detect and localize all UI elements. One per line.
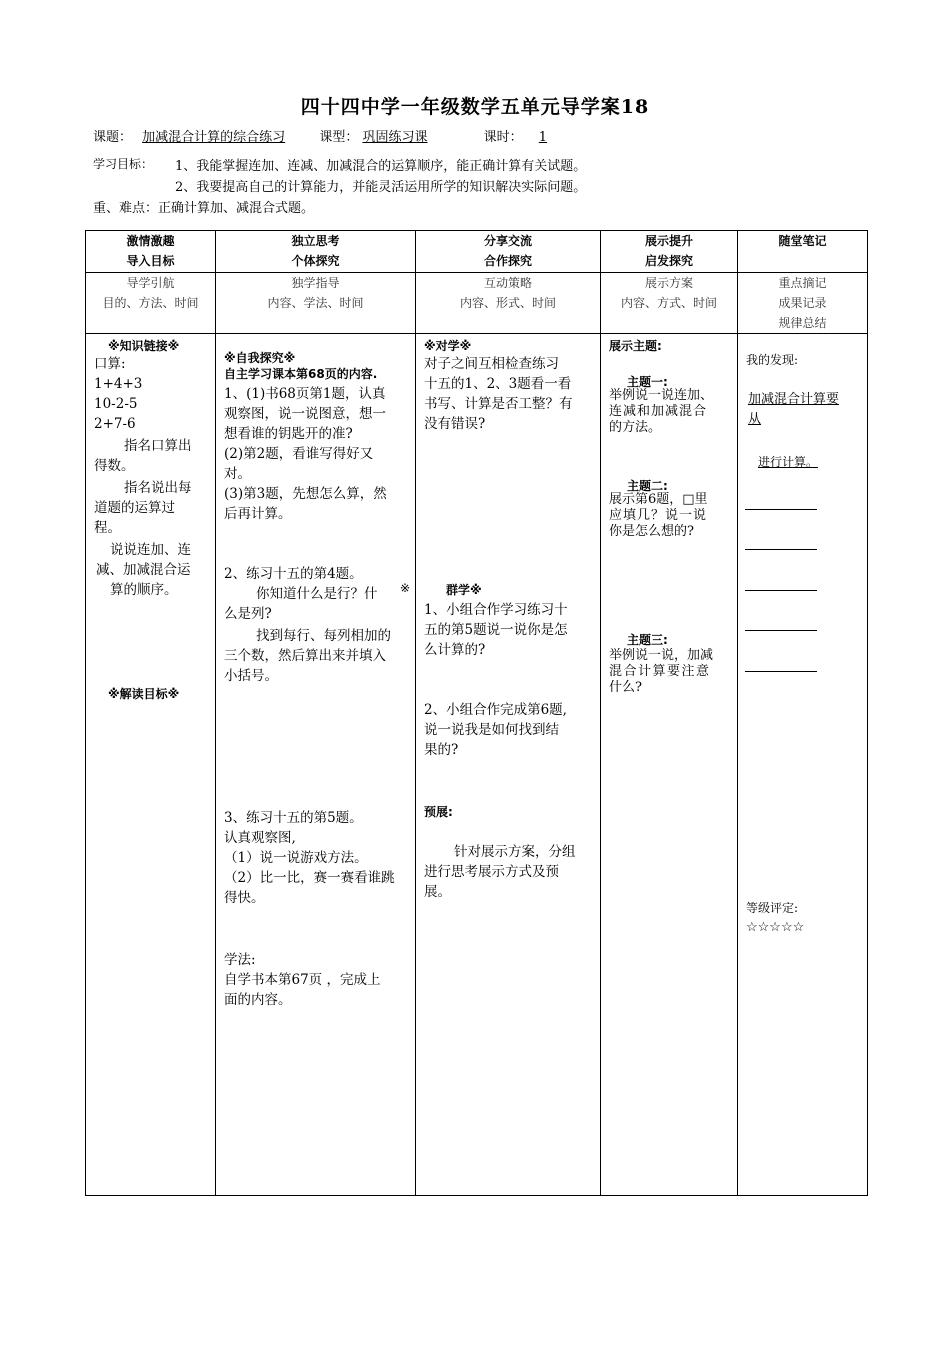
col4-cell: 展示主题: 主题一: 举例说一说连加、 连减和加减混合 的方法。 主题二: 展示第6题，□里 应填几？说一说 你是怎么想的? 主题三: 举例说一说，加减 混合计算要注意 什么? [601,334,738,1196]
lesson-meta [93,126,559,145]
header-cell-5: 随堂笔记 [738,231,868,273]
note-line-3: 进行计算。 [758,455,819,469]
topic-value: 加减混合计算的综合练习 [142,130,286,145]
header-cell-2: 独立思考 个体探究 [216,231,416,273]
type-label: 课型： [319,130,359,145]
period-value: 1 [538,130,548,145]
lesson-table [85,230,868,1196]
theme-three-heading: 主题三: [627,633,668,647]
blank-line-2 [745,549,817,550]
subheader-cell-2: 独学指导 内容、学法、时间 [216,273,416,334]
header-cell-1: 激情激趣 导入目标 [86,231,216,273]
goal-1: 1、我能掌握连加、连减、加减混合的运算顺序，能正确计算有关试题。 [175,159,587,174]
grade-stars: ☆☆☆☆☆ [746,920,805,935]
knowledge-heading: ※知识链接※ [108,339,180,353]
blank-line-3 [745,590,817,591]
period-label: 课时： [483,130,523,145]
type-value: 巩固练习课 [362,130,428,145]
blank-line-1 [745,509,817,510]
reference-mark: ※ [400,581,411,595]
col2-cell: ※自我探究※ 自主学习课本第68页的内容. 1、(1)书68页第1题，认真 观察图，说一说图意，想一 想看谁的钥匙开的准? (2)第2题，看谁写得好又 对。 (3)第3题，先想怎么算，然 后再计算。 2、练习十五的第4题。 你知道什么是行？什 么是列? 找到每行、每列相加的 三个数，然后算出来并填入 小括号。 3、练习十五的第5题。 认真观察图, （1）说一说游戏方法。 （2）比一比，赛一赛看谁跳 得快。 学法: 自学书本第67页 ，完成上 面的内容。 [216,334,416,1196]
note-line-1: 加减混合计算要 [748,392,840,407]
theme-one-heading: 主题一: [627,375,668,389]
col5-cell [738,334,868,1196]
subheader-cell-4: 展示方案 内容、方式、时间 [601,273,738,334]
subheader-cell-1: 导学引航 目的、方法、时间 [86,273,216,334]
header-cell-3: 分享交流 合作探究 [416,231,601,273]
group-study-heading: 群学※ [446,583,482,597]
blank-line-5 [745,671,817,672]
note-line-2: 从 [748,412,762,427]
theme-two-heading: 主题二: [627,479,668,493]
subheader-cell-3: 互动策略 内容、形式、时间 [416,273,601,334]
goal-heading: ※解读目标※ [108,687,180,701]
goal-2: 2、我要提高自己的计算能力，并能灵活运用所学的知识解决实际问题。 [175,180,587,195]
grade-label: 等级评定: [746,901,799,915]
key-points: 重、难点：正确计算加、减混合式题。 [93,201,315,216]
subheader-cell-5: 重点摘记 成果记录 规律总结 [738,273,868,334]
topic-label: 课题： [93,130,133,145]
page-title: 四十四中学一年级数学五单元导学案18 [300,96,650,118]
col3-cell: ※ ※对学※ 对子之间互相检查练习 十五的1、2、3题看一看 书写、计算是否工整？有 没有错误? 群学※ 1、小组合作学习练习十 五的第5题说一说你是怎 么计算的? 2、小组合作完成第6题, 说一说我是如何找到结 果的? 预展: 针对展示方案，分组 进行思考展示方式及预 展。 [416,334,601,1196]
col1-cell: ※知识链接※ 口算: 1+4+3 10-2-5 2+7-6 指名口算出 得数。 指名说出每 道题的运算过 程。 说说连加、连 减、加减混合运 算的顺序。 ※解读目标※ [86,334,216,1196]
discovery-label: 我的发现: [746,353,799,367]
goals-label: 学习目标： [93,157,154,171]
blank-line-4 [745,630,817,631]
pair-study-heading: ※对学※ [424,339,472,353]
preview-heading: 预展: [424,805,453,819]
header-cell-4: 展示提升 启发探究 [601,231,738,273]
presentation-heading: 展示主题: [609,339,662,353]
self-study-heading: ※自我探究※ [224,351,296,365]
